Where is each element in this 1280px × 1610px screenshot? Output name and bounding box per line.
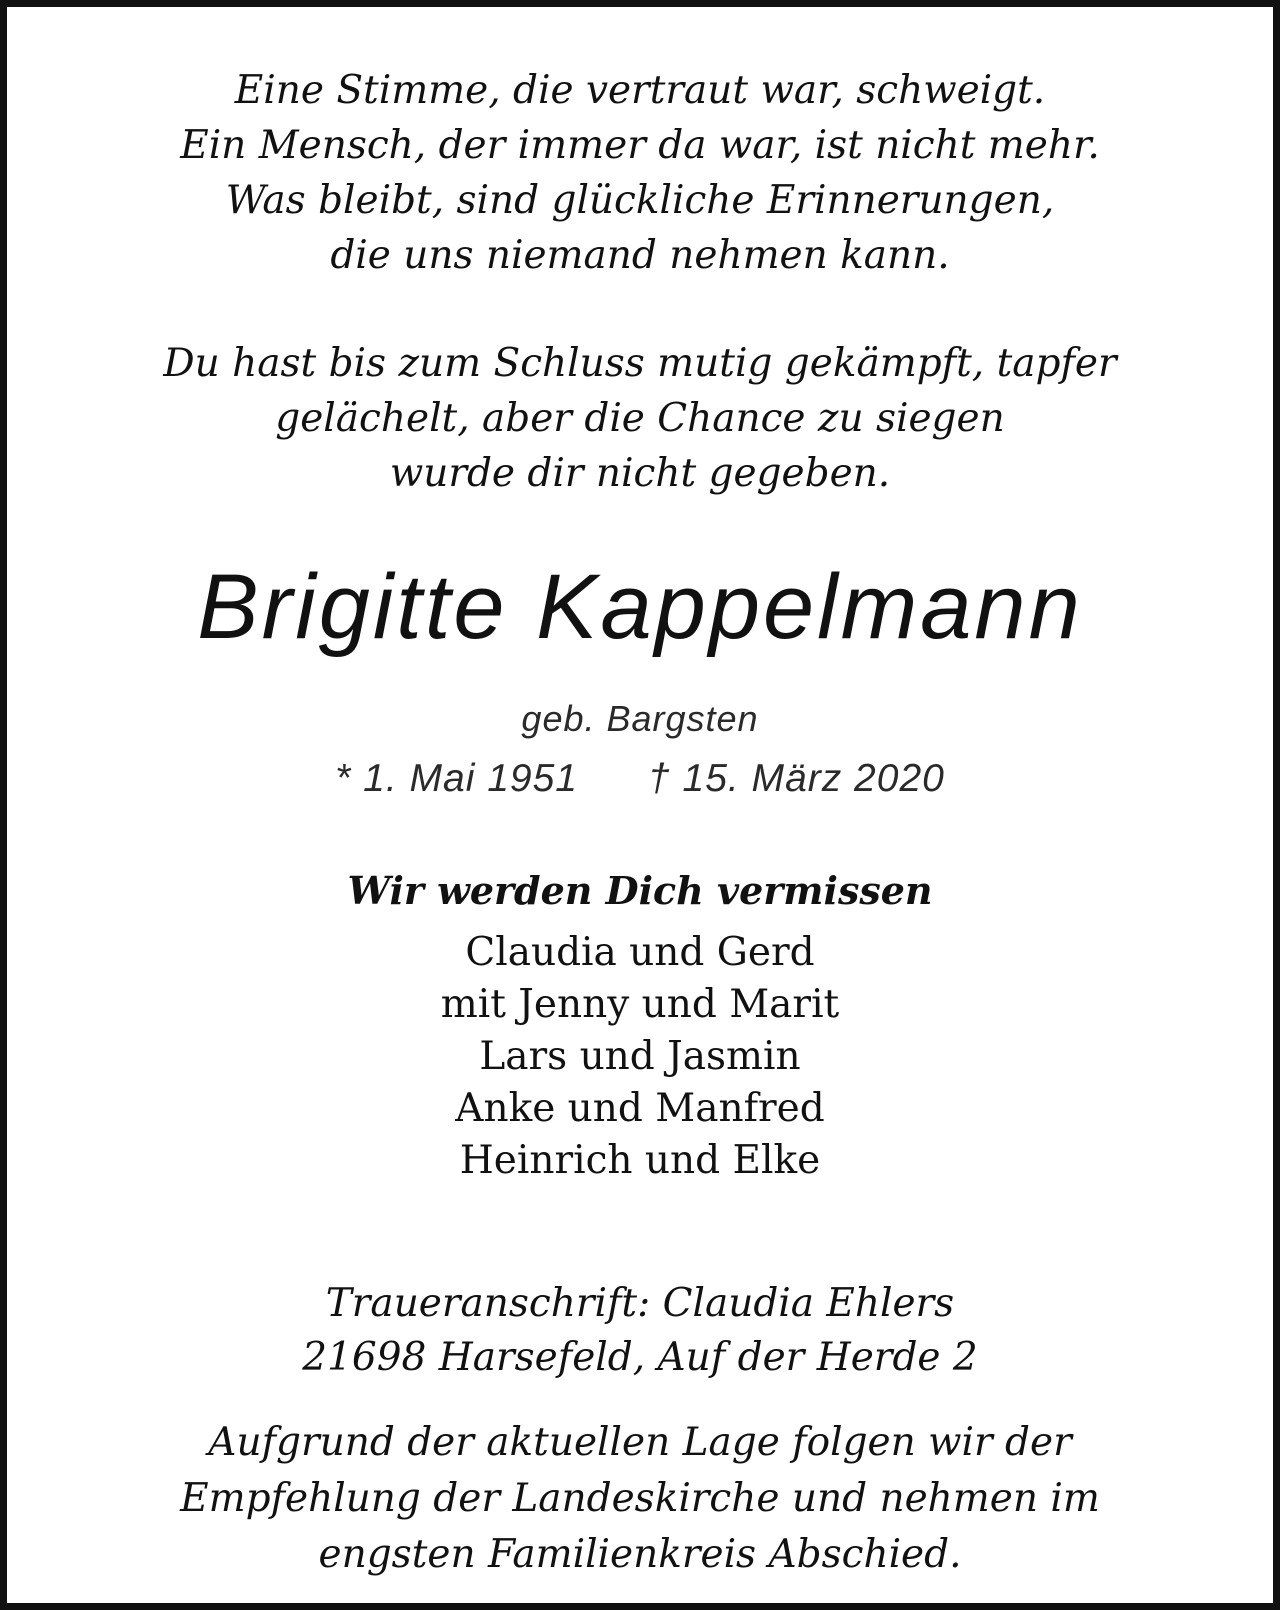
address-line: Traueranschrift: Claudia Ehlers — [325, 1281, 955, 1326]
poem-line: gelächelt, aber die Chance zu siegen — [275, 396, 1005, 441]
mourning-address — [7, 1277, 1273, 1385]
mourner-entry: Heinrich und Elke — [459, 1138, 821, 1183]
funeral-notice — [7, 1415, 1273, 1583]
poem-second-stanza — [7, 336, 1273, 501]
birth-name: geb. Bargsten — [521, 698, 759, 739]
mourner-entry: Lars und Jasmin — [479, 1034, 801, 1079]
notice-line: Empfehlung der Landeskirche und nehmen im — [180, 1476, 1100, 1521]
poem-line: Du hast bis zum Schluss mutig gekämpft, tapfer — [163, 341, 1117, 386]
poem-line: wurde dir nicht gegeben. — [389, 451, 891, 496]
mourner-entry: Claudia und Gerd — [465, 930, 815, 975]
poem-line: Ein Mensch, der immer da war, ist nicht mehr. — [180, 123, 1100, 168]
poem-line: Was bleibt, sind glückliche Erinnerungen, — [225, 178, 1055, 223]
deceased-name: Brigitte Kappelmann — [197, 556, 1083, 658]
poem-first-stanza — [7, 63, 1273, 283]
address-line: 21698 Harsefeld, Auf der Herde 2 — [302, 1335, 978, 1380]
mourners-heading: Wir werden Dich vermissen — [347, 868, 933, 913]
mourner-entry: mit Jenny und Marit — [440, 982, 840, 1027]
life-dates — [7, 755, 1273, 803]
poem-line: Eine Stimme, die vertraut war, schweigt. — [234, 68, 1046, 113]
notice-line: engsten Familienkreis Abschied. — [318, 1532, 962, 1577]
poem-line: die uns niemand nehmen kann. — [330, 233, 950, 278]
birth-date: * 1. Mai 1951 — [335, 757, 578, 800]
mourners-list — [7, 927, 1273, 1187]
notice-line: Aufgrund der aktuellen Lage folgen wir der — [208, 1420, 1072, 1465]
death-date: † 15. März 2020 — [647, 757, 945, 800]
mourner-entry: Anke und Manfred — [455, 1086, 825, 1131]
